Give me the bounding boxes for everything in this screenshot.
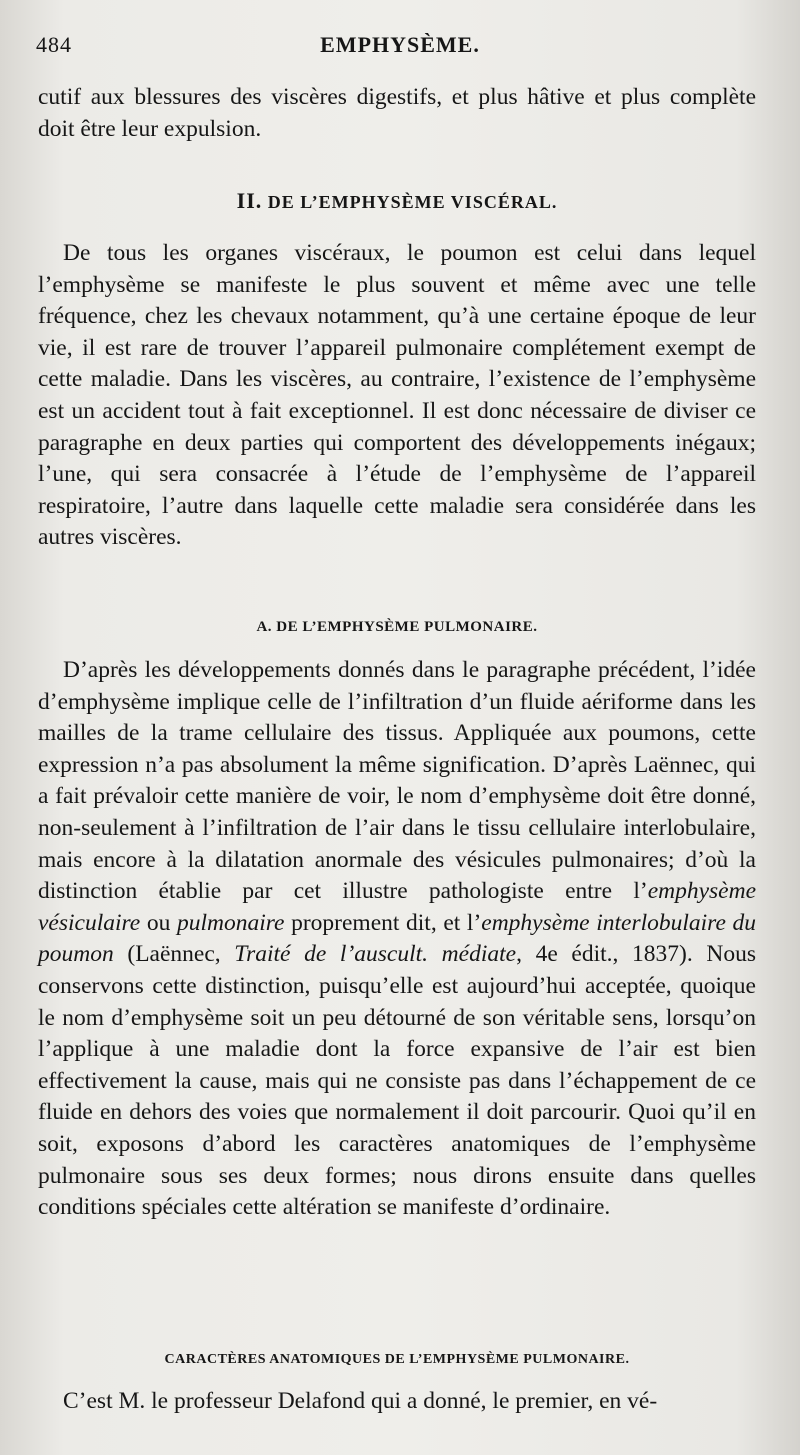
paragraph-block-2: [38, 655, 756, 1224]
minor-heading: [38, 1352, 756, 1368]
section-numeral: II.: [236, 188, 263, 213]
continuation-paragraph: cutif aux blessures des viscères digestifs, et plus hâtive et plus complète doit être leur expulsion.: [38, 84, 756, 142]
section-title: DE L’EMPHYSÈME VISCÉRAL.: [267, 192, 558, 212]
running-title: EMPHYSÈME.: [320, 32, 480, 57]
paragraph-3: C’est M. le professeur Delafond qui a donné, le premier, en vé-: [63, 1388, 658, 1414]
running-head: [36, 32, 764, 62]
paragraph-2: [38, 655, 756, 1224]
paragraph-2-italic-1: emphysème vésiculaire: [38, 878, 756, 936]
paragraph-block-3: [38, 1386, 756, 1418]
paragraph-2-text-2: ou: [140, 909, 177, 936]
page-number: 484: [36, 32, 72, 57]
subsection-title: A. DE L’EMPHYSÈME PULMONAIRE.: [256, 619, 538, 635]
paragraph-2-text-3: proprement dit, et l’: [284, 909, 482, 936]
paragraph-2-italic-2: pulmonaire: [176, 909, 285, 936]
paragraph-2-italic-3: emphysème interlobulaire du poumon: [38, 909, 757, 968]
subsection-heading: [38, 619, 756, 636]
continuation-block: [38, 82, 756, 145]
paragraph-1: De tous les organes viscéraux, le poumon est celui dans lequel l’emphysème se manifeste le plus souvent et même avec une telle fréquence, chez les chevaux notamment, qu’à une certaine époque de leur vie, il est rare de trouver l’appareil pulmonaire complétement exempt de cette maladie. Dans les viscères, au contraire, l’existence de l’emphysème est un accident tout à fait exceptionnel. Il est donc nécessaire de diviser ce paragraphe en deux parties qui comportent des développements inégaux; l’une, qui sera consacrée à l’étude de l’emphysème de l’appareil respiratoire, l’autre dans laquelle cette maladie sera considérée dans les autres viscères.: [38, 240, 756, 551]
paragraph-2-text-5: , 4e édit., 1837). Nous conservons cette distinction, puisqu’elle est aujourd’hui acceptée, quoique le nom d’emphysème soit un peu détourné de son véritable sens, lorsqu’on l’applique à une maladie dont la force expansive de l’air est bien effectivement la cause, mais qui ne consiste pas dans l’échappement de ce fluide en dehors des voies que normalement il doit parcourir. Quoi qu’il en soit, exposons d’abord les caractères anatomiques de l’emphysème pulmonaire sous ses deux formes; nous dirons ensuite dans quelles conditions spéciales cette altération se manifeste d’ordinaire.: [38, 941, 756, 1221]
paragraph-block-1: [38, 238, 756, 554]
paragraph-2-text-1: D’après les développements donnés dans le paragraphe précédent, l’idée d’emphysème implique celle de l’infiltration d’un fluide aériforme dans les mailles de la trame cellulaire des tissus. Appliquée aux poumons, cette expression n’a pas absolument la même signification. D’après Laënnec, qui a fait prévaloir cette manière de voir, le nom d’emphysème doit être donné, non-seulement à l’infiltration de l’air dans le tissu cellulaire interlobulaire, mais encore à la dilatation anormale des vésicules pulmonaires; d’où la distinction établie par cet illustre pathologiste entre l’: [38, 657, 756, 905]
paragraph-2-text-4: (Laënnec,: [113, 941, 235, 968]
minor-heading-title: CARACTÈRES ANATOMIQUES DE L’EMPHYSÈME PULMONAIRE.: [164, 1352, 630, 1367]
section-heading: [38, 188, 756, 214]
paragraph-2-italic-4: Traité de l’auscult. médiate: [234, 941, 517, 968]
